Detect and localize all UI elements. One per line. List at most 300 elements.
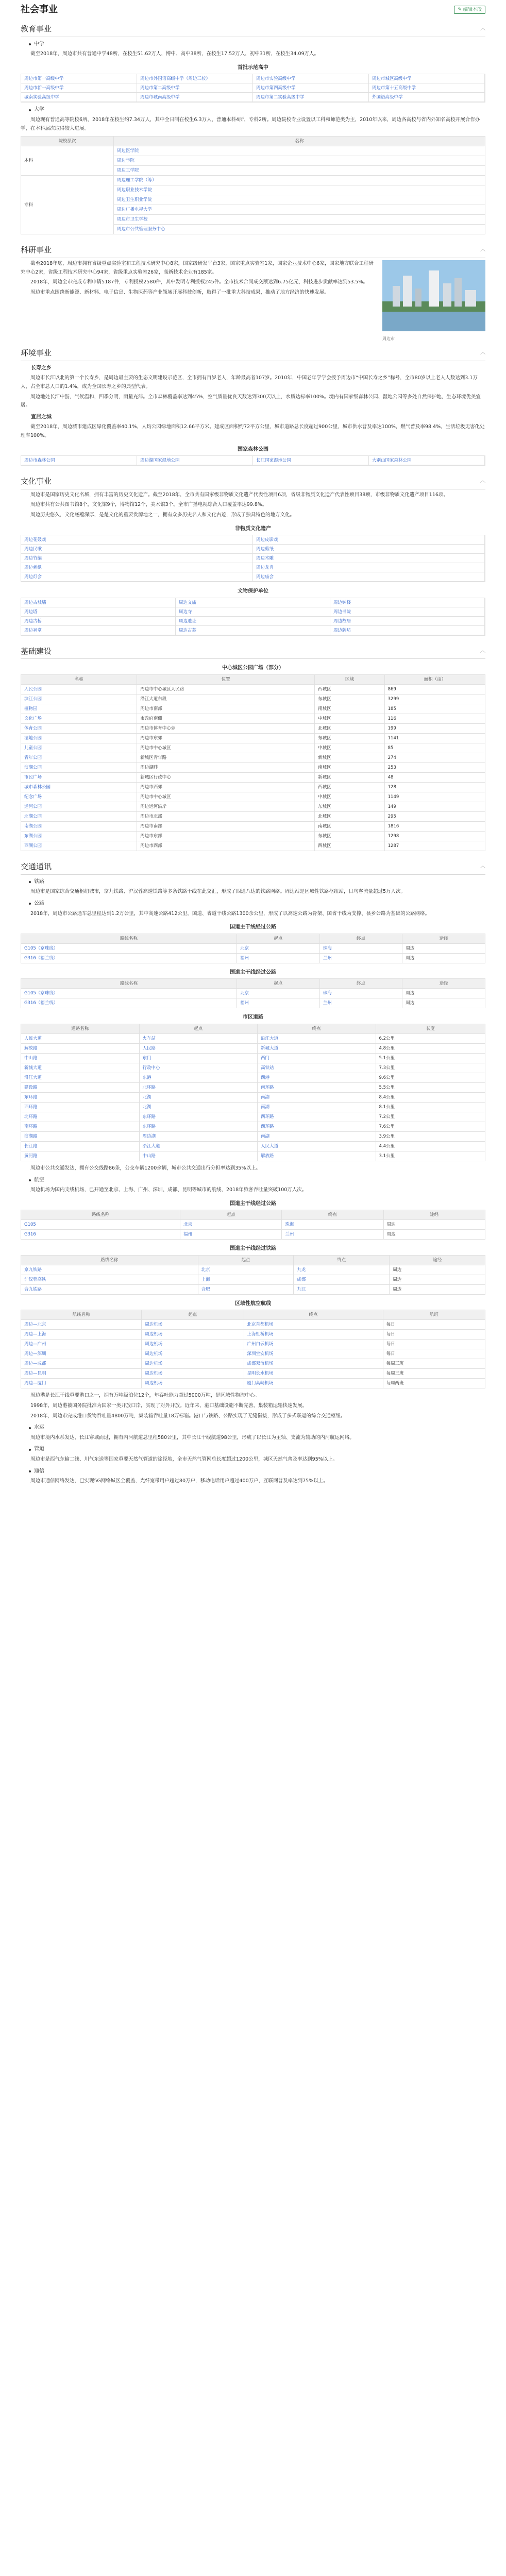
table-row [21,1230,485,1240]
paragraph: 周边港是长江干线重要港口之一，拥有万吨级泊位12个，年吞吐能力超过5000万吨，是区域性物流中心。 [30,1393,260,1399]
table-cell-link[interactable]: 湿地公园 [21,734,137,743]
bullet-icon [29,903,31,905]
table-cell: 周边 [390,1265,485,1275]
table-cell-link[interactable]: 兰州 [282,1230,383,1240]
table-cell-link[interactable]: 沪汉蓉高铁 [21,1275,198,1284]
subheading-university [29,106,485,114]
table-cell-link[interactable]: 行政中心 [139,1063,258,1073]
table-cell-link[interactable]: 周边—上海 [21,1330,142,1340]
table-row [21,998,485,1008]
table-cell: 周边 [390,1275,485,1284]
table-cell: 新城区青年路 [137,753,315,763]
table-cell-link[interactable]: G105 [21,1220,180,1230]
subheading-label: 铁路 [34,878,44,885]
school-link[interactable]: 周边市城南高级中学 [137,93,253,102]
table-cell-link[interactable]: 高铁站 [258,1063,376,1073]
table-cell-link[interactable]: 体育公园 [21,723,137,733]
table-cell-link[interactable]: 建设路 [21,1082,140,1092]
table-header: 长度 [376,1024,485,1033]
bullet-icon [29,1470,31,1472]
table-cell-link[interactable]: 周边职业技术学院 [114,185,485,195]
relic-link[interactable]: 周边塔 [21,607,176,617]
table-row [21,694,485,704]
table-cell-link[interactable]: 人民大道 [21,1033,140,1043]
school-link[interactable]: 周边市第四高级中学 [253,83,369,93]
table-cell: 周边 [383,1230,485,1240]
table-cell-link[interactable]: 合肥 [198,1284,294,1294]
table-row [21,1340,485,1349]
bullet-icon [29,1179,31,1181]
table-cell-link[interactable]: 福州 [237,953,320,963]
park-link[interactable]: 周边湖国家湿地公园 [137,456,253,465]
table-cell: 周边 [402,989,485,998]
table-cell-link[interactable]: 人民公园 [21,684,137,694]
table-cell: 周边市体育中心旁 [137,723,315,733]
city-road-table [21,1024,485,1161]
table-row [21,176,485,185]
school-link[interactable]: 外国语高级中学 [369,93,485,102]
table-cell-link[interactable]: 南环路 [258,1082,376,1092]
table-cell-link[interactable]: 周边—厦门 [21,1379,142,1388]
infrastructure-heading: 基础建设 [21,646,52,656]
school-link[interactable]: 周边市第十五高级中学 [369,83,485,93]
table-cell: 沿江大道东段 [137,694,315,704]
relic-link[interactable]: 周边遗址 [176,617,330,626]
table-cell-link[interactable]: 新城大道 [21,1063,140,1073]
table-cell-link[interactable]: G316 [21,1230,180,1240]
table-cell-link[interactable]: G105（京珠线） [21,943,237,953]
table-cell-link[interactable]: 周边市卫生学校 [114,215,485,225]
table-cell: 西城区 [315,841,385,851]
table-header: 起点 [139,1024,258,1033]
relic-link[interactable]: 周边古桥 [21,617,176,626]
table-cell-link[interactable]: 北京首都机场 [244,1320,383,1330]
table-cell-link[interactable]: 兰州 [319,953,402,963]
table-cell-link[interactable]: 植物园 [21,704,137,714]
table-cell: 每周三班 [383,1359,485,1369]
table-cell: 中城区 [315,714,385,723]
table-cell-link[interactable]: 滨江公园 [21,694,137,704]
table-cell-link[interactable]: 成都双流机场 [244,1359,383,1369]
school-link[interactable]: 周边市第一高级中学 [21,74,137,83]
edit-button[interactable] [454,6,485,14]
table-cell: 西城区 [315,684,385,694]
table-row [21,1284,485,1294]
heritage-link[interactable]: 周边木雕 [253,554,485,563]
table-cell-link[interactable]: 深圳宝安机场 [244,1349,383,1359]
table-cell: 274 [384,753,485,763]
table-cell-link[interactable]: 周边广播电视大学 [114,205,485,215]
table-cell-link[interactable]: 周边—成都 [21,1359,142,1369]
table-row [21,1369,485,1379]
table-cell-link[interactable]: 滨湖路 [21,1131,140,1141]
table-cell-link[interactable]: 东环路 [139,1112,258,1122]
table-header: 路线名称 [21,1210,180,1220]
table-cell: 每日 [383,1330,485,1340]
table-cell-link[interactable]: 周边卫生职业学院 [114,195,485,205]
table-row [21,743,485,753]
table-cell: 295 [384,812,485,822]
collapse-icon[interactable]: ︿ [480,863,485,870]
table-cell-link[interactable]: 中山路 [139,1151,258,1161]
table-cell-link[interactable]: 周边理工学院（筹） [114,176,485,185]
table-cell: 周边 [402,998,485,1008]
table-cell-link[interactable]: 昆明长水机场 [244,1369,383,1379]
table-cell-link[interactable]: 周边—昆明 [21,1369,142,1379]
table-row [21,1112,485,1122]
section-heading-education [21,21,485,37]
relic-link[interactable]: 周边祠堂 [21,626,176,635]
table-cell-link[interactable]: 长江路 [21,1141,140,1151]
table-cell-link[interactable]: 西环路 [258,1122,376,1131]
table-caption: 非物质文化遗产 [235,526,271,532]
table-header: 途经 [383,1210,485,1220]
table-header: 路线名称 [21,979,237,989]
table-cell-link[interactable]: 南环路 [21,1122,140,1131]
table-row [21,1275,485,1284]
table-cell-link[interactable]: 北京 [237,943,320,953]
city-photo[interactable] [382,260,485,342]
table-cell: 南城区 [315,763,385,773]
table-cell-link[interactable]: 珠海 [319,989,402,998]
relic-link[interactable]: 周边故居 [330,617,485,626]
table-header: 途经 [402,979,485,989]
relic-link[interactable]: 周边书院 [330,607,485,617]
table-cell-link[interactable]: 东环路 [21,1092,140,1102]
table-row [21,1053,485,1063]
relic-link[interactable]: 周边古城墙 [21,598,176,607]
school-link[interactable]: 周边市新一高级中学 [21,83,137,93]
subheading-aviation [29,1176,485,1185]
table-cell-link[interactable]: 西环路 [258,1112,376,1122]
table-cell-link[interactable]: 南湖 [258,1131,376,1141]
table-cell-link[interactable]: 东港 [139,1073,258,1082]
paragraph: 周边市是国家综合交通枢纽城市，京九铁路、沪汉蓉高速铁路等多条铁路干线在此交汇，形成了四通八达的铁路网络。周边站是区域性铁路枢纽站，日均客流量超过5万人次。 [30,889,406,895]
table-cell-link[interactable]: 北京 [237,989,320,998]
relic-link[interactable]: 周边古墓 [176,626,330,635]
school-link[interactable]: 周边市城区高级中学 [369,74,485,83]
table-cell-link[interactable]: 周边—深圳 [21,1349,142,1359]
table-row [21,802,485,812]
table-cell: 本科 [21,146,114,176]
table-cell-link[interactable]: 中山路 [21,1053,140,1063]
table-cell: 8.4公里 [376,1092,485,1102]
table-cell: 5.1公里 [376,1053,485,1063]
table-header: 终点 [244,1310,383,1320]
table-cell: 7.6公里 [376,1122,485,1131]
heritage-link[interactable]: 周边龙舟 [253,563,485,572]
table-cell-link[interactable]: 南湖 [258,1092,376,1102]
table-cell-link[interactable]: 周边湖 [139,1131,258,1141]
table-row [21,822,485,832]
table-caption: 国家森林公园 [238,446,268,452]
heritage-link[interactable]: 周边灯会 [21,572,253,582]
research-heading: 科研事业 [21,245,52,255]
table-cell: 周边市西郊 [137,783,315,792]
table-caption: 文物保护单位 [238,588,268,595]
table-cell-link[interactable]: 北环路 [139,1082,258,1092]
bullet-icon [29,881,31,883]
collapse-icon[interactable]: ︿ [480,648,485,654]
table-row [21,989,485,998]
paragraph: 周边历史悠久，文化底蕴深厚，是楚文化的重要发源地之一，拥有众多历史名人和文化古迹，形成了独具特色的地方文化。 [30,512,295,518]
paragraph: 2018年，周边全市完成专利申请5187件，专利授权2580件，其中发明专利授权245件。全市技术合同成交额达到6.75亿元，科技进步贡献率达到53.5%。 [30,279,368,285]
school-link[interactable]: 周边市第二高级中学 [137,83,253,93]
table-cell-link[interactable]: 解放路 [258,1151,376,1161]
table-cell: 周边市西部 [137,841,315,851]
culture-heading: 文化事业 [21,477,52,486]
table-cell-link[interactable]: 西湖公园 [21,841,137,851]
environment-heading: 环境事业 [21,348,52,358]
table-cell-link[interactable]: 上海虹桥机场 [244,1330,383,1340]
table-cell-link[interactable]: 周边学院 [114,156,485,166]
heritage-link[interactable]: 周边剪纸 [253,545,485,554]
collapse-icon[interactable]: ︿ [480,478,485,484]
paragraph: 周边地处长江中游，气候温和，四季分明，雨量充沛。全市森林覆盖率达到45%，空气质量优良天数达到300天以上，水质达标率100%。境内有国家级森林公园、湿地公园等多处自然保护地，生态环境优美宜居。 [21,394,481,409]
table-cell-link[interactable]: 北湖 [139,1092,258,1102]
relic-link[interactable]: 周边文庙 [176,598,330,607]
table-cell-link[interactable]: 滨湖公园 [21,763,137,773]
table-header-row [21,1310,485,1320]
paragraph: 周边市通信网络发达，已实现5G网络城区全覆盖，光纤宽带用户超过80万户，移动电话用户超过400万户，互联网普及率达到75%以上。 [30,1478,328,1484]
table-cell-link[interactable]: 西环路 [21,1102,140,1112]
table-cell-link[interactable]: 合九铁路 [21,1284,198,1294]
table-cell-link[interactable]: 兰州 [319,998,402,1008]
table-row [21,1265,485,1275]
relic-link[interactable]: 周边寺 [176,607,330,617]
table-cell-link[interactable]: 沿江大道 [139,1141,258,1151]
table-caption: 国道主干线经过公路 [230,969,276,975]
table-header: 道路名称 [21,1024,140,1033]
section-heading-environment [21,345,485,361]
collapse-icon[interactable]: ︿ [480,350,485,356]
table-cell-link[interactable]: 上海 [198,1275,294,1284]
heritage-link[interactable]: 周边皮影戏 [253,535,485,545]
table-cell-link[interactable]: 东环路 [139,1122,258,1131]
paragraph: 周边市重点围绕新能源、新材料、电子信息、生物医药等产业领域开展科技创新，取得了一批重大科技成果，推动了地方经济的快速发展。 [30,289,329,295]
table-cell-link[interactable]: 东门 [139,1053,258,1063]
paragraph: 周边市共有公共图书馆8个，文化馆9个，博物馆12个，美术馆3个。全市广播电视综合人口覆盖率达99.8%。 [30,502,267,508]
table-cell-link[interactable]: 城市森林公园 [21,783,137,792]
table-row [21,1141,485,1151]
table-cell-link[interactable]: 广州白云机场 [244,1340,383,1349]
subheading-label: 航空 [34,1177,44,1183]
table-row [21,1131,485,1141]
table-header: 途经 [390,1255,485,1265]
park-link[interactable]: 长江国家湿地公园 [253,456,369,465]
table-cell-link[interactable]: 福州 [237,998,320,1008]
table-cell-link[interactable]: 文化广场 [21,714,137,723]
subheading-telecom [29,1467,485,1476]
table-header: 位置 [137,674,315,684]
table-cell-link[interactable]: 周边机场 [142,1359,244,1369]
section-heading-research [21,242,485,258]
table-cell-link[interactable]: 黄河路 [21,1151,140,1161]
table-cell-link[interactable]: 北京 [180,1220,282,1230]
paragraph: 1998年，周边港被国务院批准为国家一类开放口岸，实现了对外开放。近年来，港口基础设施不断完善，集装箱运输快速发展。 [30,1403,308,1409]
table-cell-link[interactable]: 南湖公园 [21,822,137,832]
table-cell: 西城区 [315,783,385,792]
table-cell: 每日 [383,1349,485,1359]
table-cell-link[interactable]: 周边工学院 [114,166,485,176]
heritage-link[interactable]: 周边庙会 [253,572,485,582]
table-header: 起点 [180,1210,282,1220]
table-cell-link[interactable]: 人民路 [139,1043,258,1053]
table-cell: 185 [384,704,485,714]
table-cell-link[interactable]: 周边机场 [142,1379,244,1388]
table-cell-link[interactable]: 京九铁路 [21,1265,198,1275]
table-cell-link[interactable]: 南湖 [258,1102,376,1112]
paragraph: 截至2018年底，周边市拥有省级重点实验室和工程技术研究中心8家，国家级研发平台3家，国家重点实验室1家，国家企业技术中心6家，国家地方联合工程研究中心2家，省级工程技术研究中心94家，省级重点实验室26家，高新技术企业有185家。 [21,261,374,275]
table-cell-link[interactable]: 周边市公共管理服务中心 [114,225,485,234]
table-cell-link[interactable]: 周边机场 [142,1369,244,1379]
table-cell: 6.2公里 [376,1033,485,1043]
transport-heading: 交通通讯 [21,862,52,872]
collapse-icon[interactable]: ︿ [480,26,485,32]
table-cell-link[interactable]: 北湖公园 [21,812,137,822]
table-header-row [21,1024,485,1033]
table-cell-link[interactable]: 福州 [180,1230,282,1240]
table-row [21,832,485,841]
table-cell-link[interactable]: 周边机场 [142,1340,244,1349]
heritage-link[interactable]: 周边竹编 [21,554,253,563]
table-cell-link[interactable]: 周边机场 [142,1320,244,1330]
subheading-label: 大学 [34,107,44,113]
table-cell-link[interactable]: 九龙 [294,1265,390,1275]
table-row [21,953,485,963]
table-cell: 周边 [402,943,485,953]
table-cell-link[interactable]: G105（京珠线） [21,989,237,998]
table-cell: 市政府南侧 [137,714,315,723]
table-header: 起点 [237,979,320,989]
table-cell: 新城区行政中心 [137,773,315,783]
table-row [21,1122,485,1131]
table-header: 路线名称 [21,934,237,943]
table-row [21,704,485,714]
table-cell: 周边 [390,1284,485,1294]
table-cell-link[interactable]: 北湖 [139,1102,258,1112]
heritage-link[interactable]: 周边民歌 [21,545,253,554]
table-cell: 周边湖畔 [137,763,315,773]
table-cell-link[interactable]: 沿江大道 [21,1073,140,1082]
table-cell: 周边 [402,953,485,963]
table-cell-link[interactable]: G316（福兰线） [21,998,237,1008]
school-link[interactable]: 周边市实验高级中学 [253,74,369,83]
school-link[interactable]: 城南实验高级中学 [21,93,137,102]
table-row [21,1063,485,1073]
table-cell-link[interactable]: 运河公园 [21,802,137,812]
table-header: 起点 [198,1255,294,1265]
table-cell-link[interactable]: 人民大道 [258,1141,376,1151]
table-header: 航班 [383,1310,485,1320]
table-row [21,943,485,953]
table-cell-link[interactable]: 周边机场 [142,1349,244,1359]
table-cell-link[interactable]: 厦门高崎机场 [244,1379,383,1388]
heritage-grid [21,535,485,582]
table-cell-link[interactable]: 珠海 [319,943,402,953]
table-caption: 国道主干线经过铁路 [230,1246,276,1252]
subheading-highway [29,900,485,908]
table-cell-link[interactable]: 儿童公园 [21,743,137,753]
table-cell: 周边 [383,1220,485,1230]
page-title: 社会事业 [21,4,58,15]
table-cell: 5.5公里 [376,1082,485,1092]
table-cell: 4.8公里 [376,1043,485,1053]
table-cell-link[interactable]: 成都 [294,1275,390,1284]
table-cell-link[interactable]: 北京 [198,1265,294,1275]
table-header: 航线名称 [21,1310,142,1320]
table-cell: 1141 [384,734,485,743]
collapse-icon[interactable]: ︿ [480,247,485,253]
table-cell-link[interactable]: 珠海 [282,1220,383,1230]
bullet-icon [29,1427,31,1429]
heritage-link[interactable]: 周边刺绣 [21,563,253,572]
table-cell: 199 [384,723,485,733]
air-table [21,1210,485,1240]
table-cell: 周边市中心城区 [137,743,315,753]
bullet-icon [29,43,31,45]
image-caption: 周边市 [382,336,395,342]
table-cell: 1149 [384,792,485,802]
table-cell: 253 [384,763,485,773]
table-cell-link[interactable]: 周边—北京 [21,1320,142,1330]
school-link[interactable]: 周边市第二实验高级中学 [253,93,369,102]
subheading-label: 公路 [34,901,44,907]
paragraph: 周边市公共交通发达，拥有公交线路86条，公交车辆1200余辆，城市公共交通出行分担率达到35%以上。 [30,1165,261,1171]
school-link[interactable]: 周边市外国语高级中学（周边三校） [137,74,253,83]
table-cell-link[interactable]: 青年公园 [21,753,137,763]
table-cell: 南城区 [315,822,385,832]
table-cell: 东城区 [315,832,385,841]
table-cell-link[interactable]: 火车站 [139,1033,258,1043]
parks-table [21,674,485,851]
table-cell-link[interactable]: 新城大道 [258,1043,376,1053]
table-cell-link[interactable]: 沿江大道 [258,1033,376,1043]
table-cell-link[interactable]: 北环路 [21,1112,140,1122]
table-cell-link[interactable]: 周边医学院 [114,146,485,156]
bullet-icon [29,1449,31,1451]
table-row [21,734,485,743]
table-cell-link[interactable]: 西门 [258,1053,376,1063]
table-cell: 8.1公里 [376,1102,485,1112]
table-cell-link[interactable]: G316（福兰线） [21,953,237,963]
section-heading-transport [21,858,485,875]
table-cell: 周边市南部 [137,704,315,714]
park-link[interactable]: 周边市森林公园 [21,456,137,465]
table-cell-link[interactable]: 纪念广场 [21,792,137,802]
table-row [21,1092,485,1102]
table-row [21,714,485,723]
table-cell-link[interactable]: 西港 [258,1073,376,1082]
table-header: 名称 [21,674,137,684]
table-cell-link[interactable]: 周边机场 [142,1330,244,1340]
table-row [21,1320,485,1330]
table-cell-link[interactable]: 周边—广州 [21,1340,142,1349]
university-table [21,136,485,234]
table-cell: 1816 [384,822,485,832]
table-cell-link[interactable]: 解放路 [21,1043,140,1053]
table-row [21,146,485,156]
table-cell-link[interactable]: 市民广场 [21,773,137,783]
relic-link[interactable]: 周边钟楼 [330,598,485,607]
relic-link[interactable]: 周边牌坊 [330,626,485,635]
table-caption: 市区道路 [243,1014,263,1021]
table-cell: 7.3公里 [376,1063,485,1073]
table-cell-link[interactable]: 东湖公园 [21,832,137,841]
park-link[interactable]: 大别山国家森林公园 [369,456,485,465]
table-cell-link[interactable]: 九江 [294,1284,390,1294]
heritage-link[interactable]: 周边花鼓戏 [21,535,253,545]
